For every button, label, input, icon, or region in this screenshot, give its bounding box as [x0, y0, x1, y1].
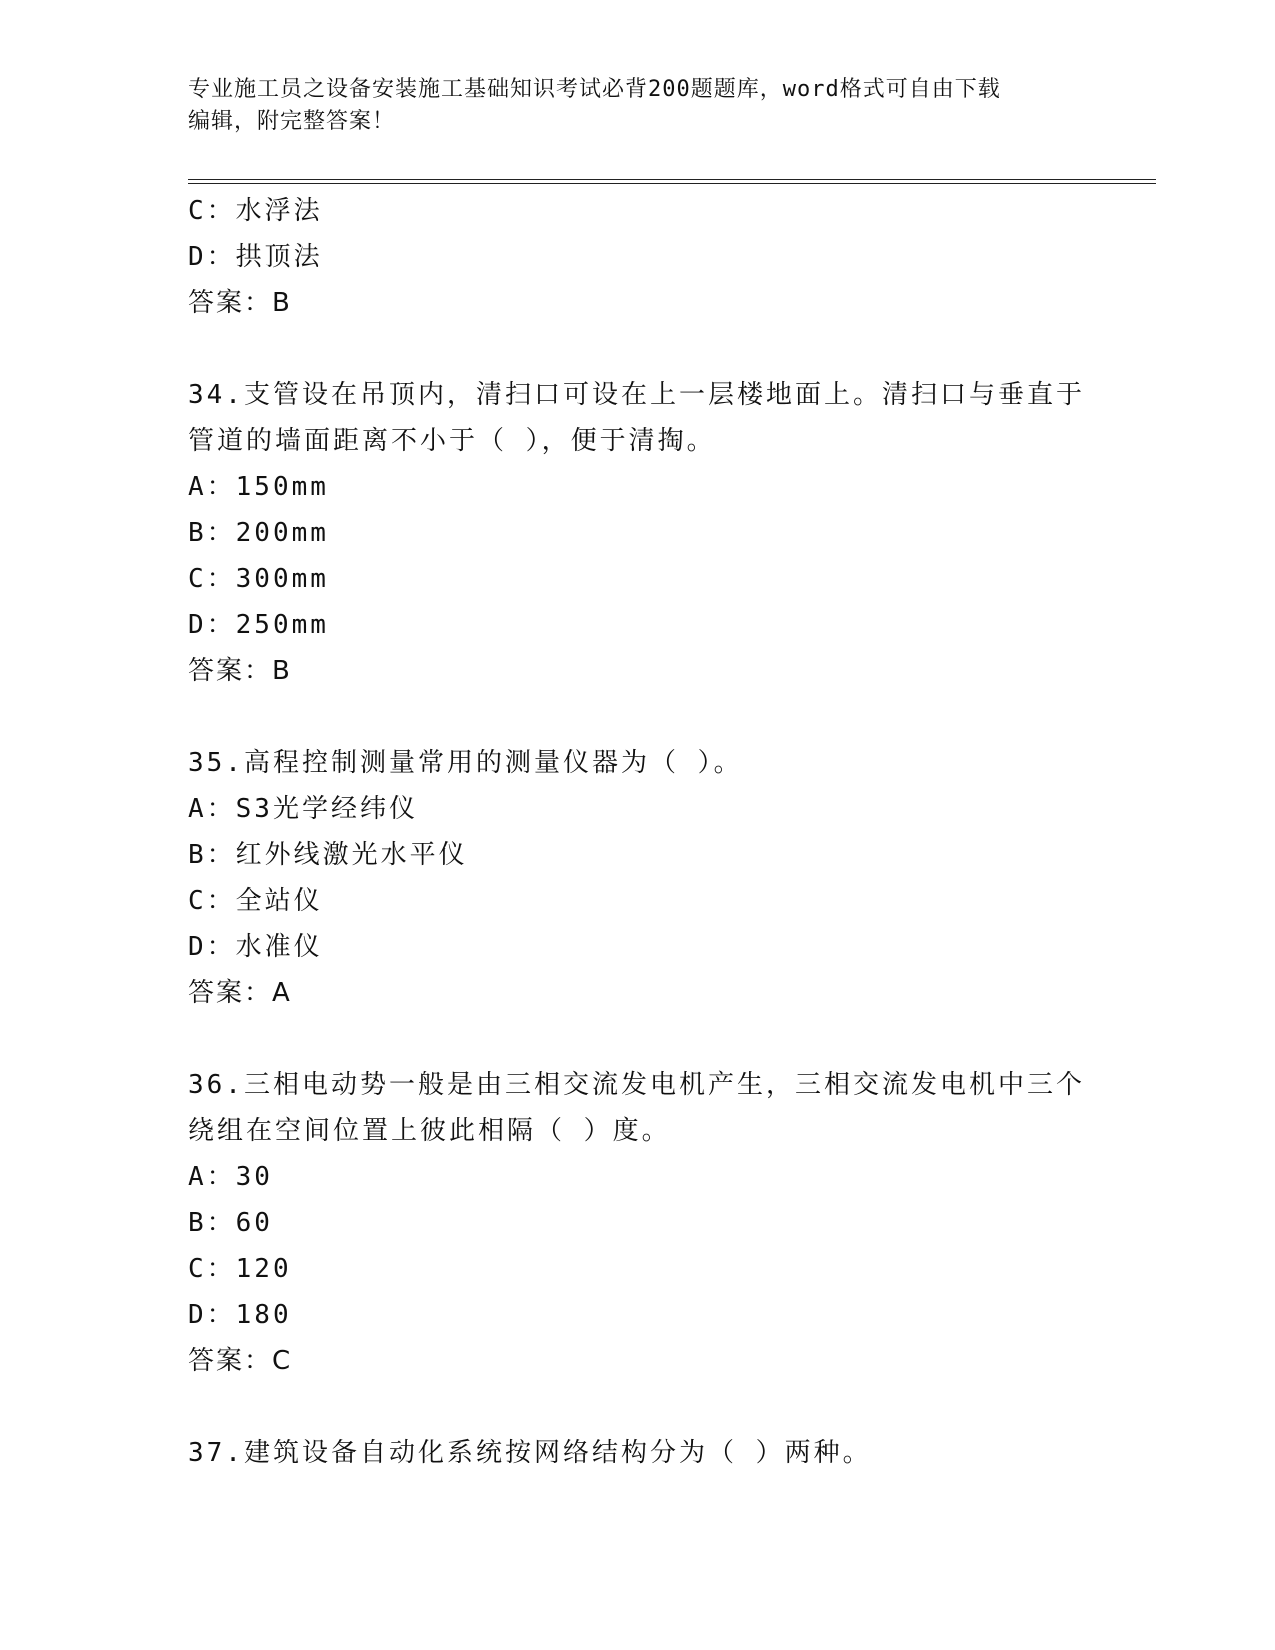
question-35 [188, 740, 1118, 1016]
question-text-line: 34.支管设在吊顶内，清扫口可设在上一层楼地面上。清扫口与垂直于 [188, 380, 1085, 410]
question-text-line: 35.高程控制测量常用的测量仪器为（ ）。 [188, 748, 743, 778]
option-b: B：200mm [188, 518, 329, 548]
option-d: D：250mm [188, 610, 329, 640]
question-text-line: 绕组在空间位置上彼此相隔（ ）度。 [188, 1116, 671, 1146]
option-c: C：全站仪 [188, 886, 323, 916]
question-33-continued [188, 188, 1118, 326]
header-title-line-2: 编辑，附完整答案！ [188, 109, 396, 134]
option-a: A：S3光学经纬仪 [188, 794, 418, 824]
option-a: A：30 [188, 1162, 273, 1192]
answer-line: 答案：B [188, 288, 292, 318]
answer-line: 答案：B [188, 656, 292, 686]
question-36 [188, 1062, 1118, 1384]
header-divider-top [188, 179, 1156, 180]
answer-line: 答案：A [188, 978, 292, 1008]
option-d: D：水准仪 [188, 932, 323, 962]
question-list [188, 188, 1118, 1476]
question-37 [188, 1430, 1118, 1476]
option-a: A：150mm [188, 472, 329, 502]
header-divider-bottom [188, 183, 1156, 184]
question-text-line: 36.三相电动势一般是由三相交流发电机产生，三相交流发电机中三个 [188, 1070, 1085, 1100]
question-34 [188, 372, 1118, 694]
option-d: D：180 [188, 1300, 292, 1330]
answer-line: 答案：C [188, 1346, 293, 1376]
option-c: C：120 [188, 1254, 292, 1284]
option-c: C：300mm [188, 564, 329, 594]
document-header [188, 74, 1088, 138]
spacer [188, 326, 1118, 372]
question-text-line: 管道的墙面距离不小于（ ），便于清掏。 [188, 426, 716, 456]
spacer [188, 1384, 1118, 1430]
spacer [188, 694, 1118, 740]
option-b: B：60 [188, 1208, 273, 1238]
spacer [188, 1016, 1118, 1062]
option-c: C：水浮法 [188, 196, 323, 226]
option-b: B：红外线激光水平仪 [188, 840, 468, 870]
header-title-line-1: 专业施工员之设备安装施工基础知识考试必背200题题库，word格式可自由下载 [188, 77, 1001, 102]
question-text-line: 37.建筑设备自动化系统按网络结构分为（ ）两种。 [188, 1438, 872, 1468]
option-d: D：拱顶法 [188, 242, 323, 272]
